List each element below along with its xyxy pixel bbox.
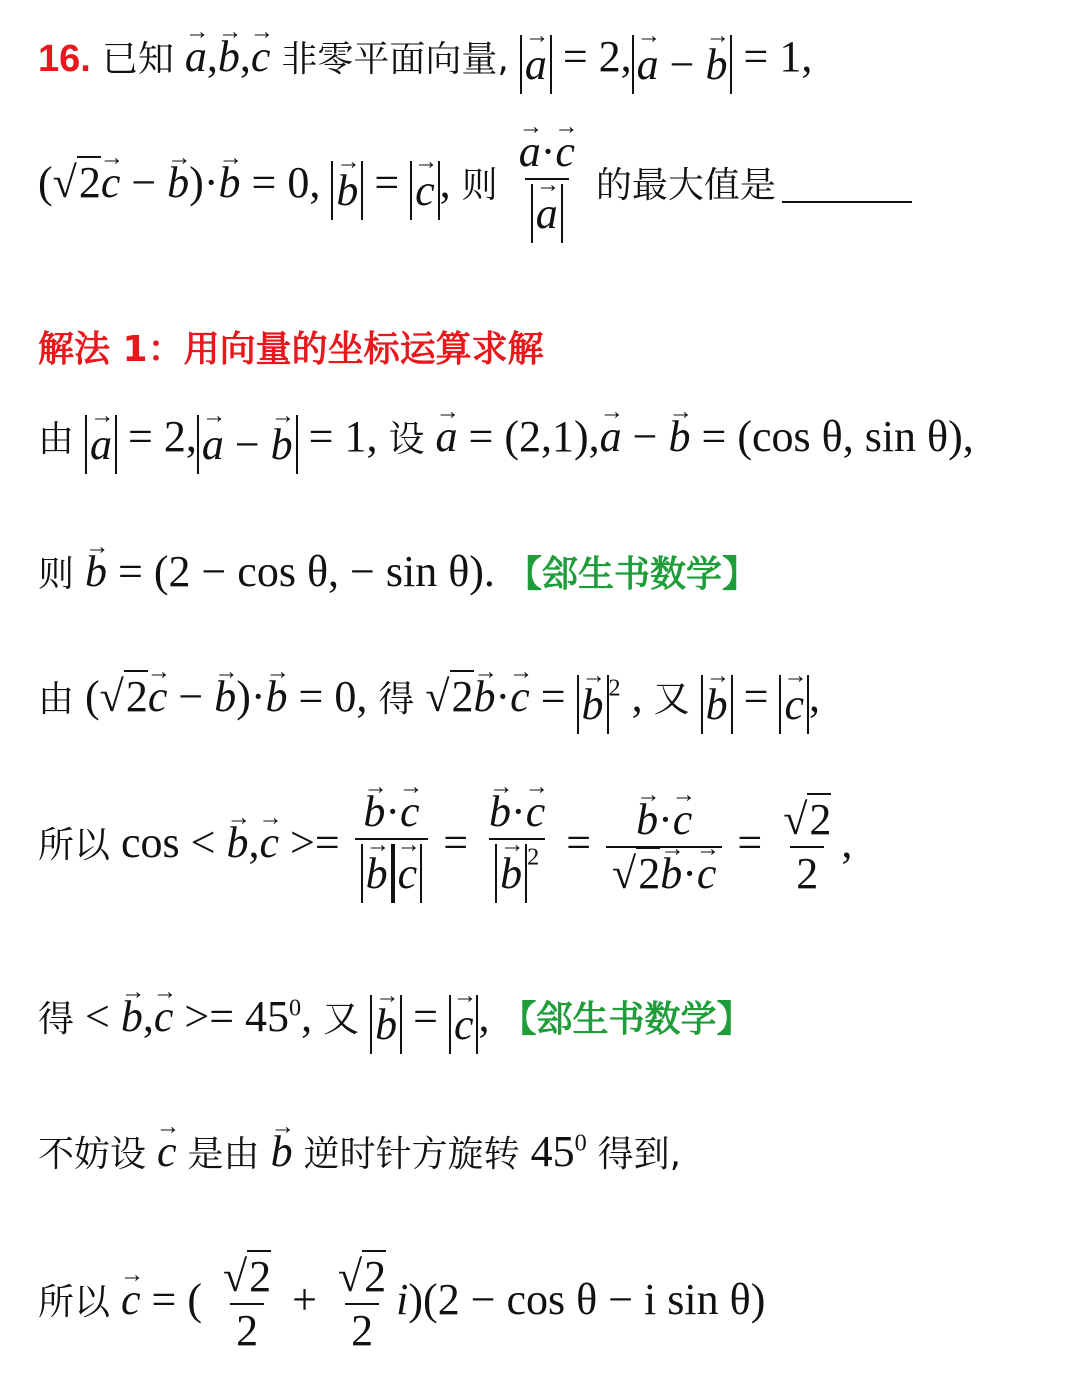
solution-line-2 bbox=[38, 547, 758, 596]
problem-then: 则 bbox=[461, 164, 498, 206]
solution-line-7 bbox=[38, 1252, 766, 1355]
text-bufangshe: 不妨设 bbox=[38, 1134, 147, 1175]
watermark-1: 【郐生书数学】 bbox=[505, 554, 758, 595]
solution-line-5 bbox=[38, 992, 753, 1054]
c-expression: → c = ( $\frac{√2}{2}$ + $\frac{√2}{2}$ i)(2 − cos θ − i sin θ) bbox=[121, 1275, 765, 1324]
problem-ask: 的最大值是 bbox=[595, 164, 776, 206]
vectors-abc: → a,→ b,→ c bbox=[185, 32, 271, 81]
solution-line-6: 不妨设 → c 是由 → b 逆时针方旋转 $45^0$ 得到, bbox=[38, 1130, 681, 1174]
b-vector: → b = (2 − cos θ, − sin θ). bbox=[85, 547, 495, 596]
target-fraction: → a·→ c → a bbox=[513, 130, 581, 243]
set-a: → a = (2,1),→ a − → b = (cos θ, sin θ), bbox=[436, 412, 974, 461]
word-you2: 又 bbox=[653, 679, 690, 721]
word-she: 设 bbox=[388, 419, 425, 461]
norm-a-eq: → a = 2,→ a − → b = 1, bbox=[520, 32, 812, 81]
equal-norms-2: → b = → c , bbox=[370, 992, 489, 1041]
solution-heading-text: 解法 1：用向量的坐标运算求解 bbox=[38, 329, 544, 370]
word-de: 得 bbox=[38, 999, 75, 1041]
dot-condition: (√2→ c − → b)·→ b = 0, bbox=[85, 672, 367, 721]
word-ze: 则 bbox=[38, 554, 75, 595]
watermark-2: 【郐生书数学】 bbox=[500, 999, 753, 1041]
text-shiyou: 是由 bbox=[187, 1134, 260, 1175]
answer-blank bbox=[782, 200, 912, 203]
equal-norms: → b = → c , bbox=[701, 672, 820, 721]
text-dedao: 得到, bbox=[597, 1134, 682, 1175]
solution-line-3 bbox=[38, 672, 820, 734]
word-you: 由 bbox=[38, 419, 75, 461]
problem-intro: 已知 bbox=[101, 39, 174, 81]
text-rotate: 逆时针方旋转 bbox=[303, 1134, 520, 1175]
derived-eq: √2→ b·→ c = → b $^2$ , bbox=[425, 672, 642, 721]
norm-conditions: → a = 2,→ a − → b = 1, bbox=[85, 412, 377, 461]
angle-result: < → $b,\to c >= 45^0$, bbox=[85, 992, 312, 1041]
solution-heading bbox=[38, 325, 544, 369]
problem-text-1: 非零平面向量, bbox=[281, 39, 509, 81]
problem-line-2 bbox=[38, 127, 912, 243]
problem-line-1 bbox=[38, 32, 813, 94]
word-suoyi: 所以 bbox=[38, 824, 111, 866]
word-you: 由 bbox=[38, 679, 75, 721]
solution-line-4 bbox=[38, 787, 853, 903]
word-you: 又 bbox=[323, 999, 360, 1041]
condition-dot: (√2→ c − → b)·→ b = 0, → b = → c , bbox=[38, 158, 451, 207]
cos-chain: cos < → b,→ c >= → b·→ c → b→ c = → b·→ c → b $^2$ = → $\frac{b\cdot\to c}{√2\to b\cdot\to c}$ = $\frac{√2}{2}$ , bbox=[121, 818, 852, 867]
word-de: 得 bbox=[378, 679, 415, 721]
problem-number: 16. bbox=[38, 38, 91, 81]
word-suoyi: 所以 bbox=[38, 1282, 111, 1324]
rotate-angle: $45^0$ bbox=[530, 1127, 587, 1176]
solution-line-1 bbox=[38, 412, 974, 474]
